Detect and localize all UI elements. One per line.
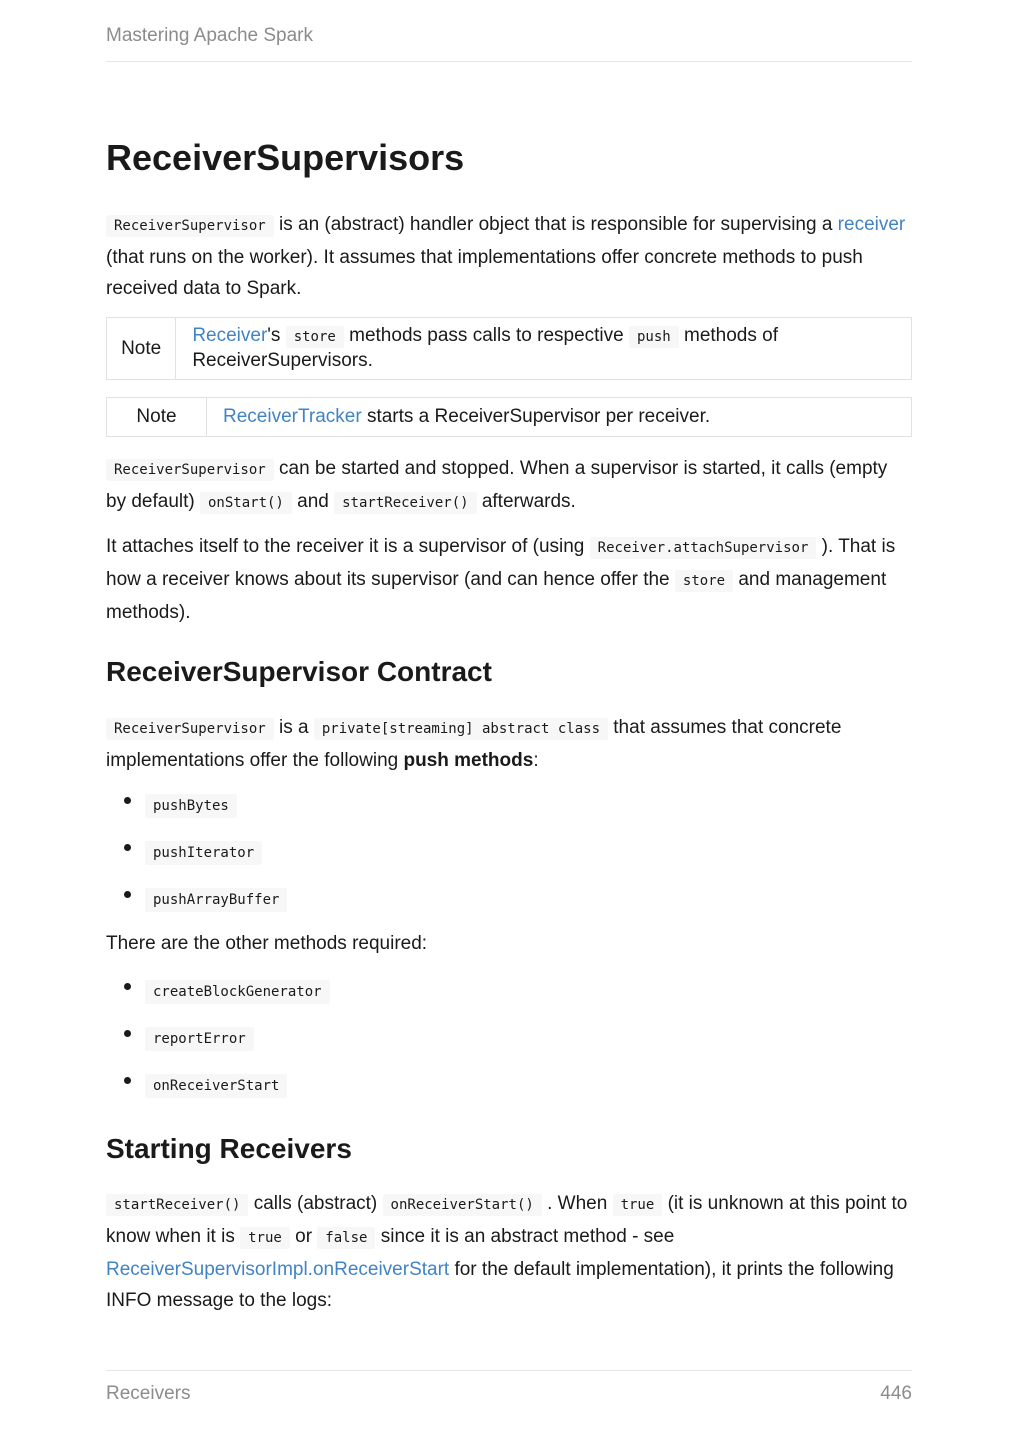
note-box-receiver-tracker <box>106 397 912 437</box>
note-label: Note <box>107 318 176 379</box>
inline-code: pushBytes <box>145 794 237 818</box>
list-item <box>106 1015 912 1062</box>
receiver-link[interactable]: Receiver <box>192 325 268 346</box>
inline-code: onReceiverStart <box>145 1074 287 1098</box>
note-label: Note <box>107 398 207 436</box>
list-item <box>106 782 912 829</box>
book-title: Mastering Apache Spark <box>106 25 314 46</box>
push-methods-list <box>106 782 912 923</box>
inline-code: ReceiverSupervisor <box>106 215 274 237</box>
note-box-receiver-store <box>106 317 912 380</box>
list-item <box>106 1062 912 1109</box>
inline-code: onReceiverStart() <box>383 1194 542 1216</box>
receiver-link[interactable]: receiver <box>837 214 906 235</box>
note-content: ReceiverTracker starts a ReceiverSupervisor per receiver. <box>223 406 711 427</box>
chapter-name: Receivers <box>106 1383 191 1404</box>
receiver-supervisor-impl-link[interactable]: ReceiverSupervisorImpl.onReceiverStart <box>106 1259 450 1280</box>
lifecycle-paragraph: ReceiverSupervisor can be started and stopped. When a supervisor is started, it calls (empty by default) onStart() and startReceiver() afterwards. <box>106 458 888 512</box>
inline-code: push <box>629 326 679 348</box>
inline-code: pushArrayBuffer <box>145 888 287 912</box>
inline-code: reportError <box>145 1027 254 1051</box>
inline-code: true <box>240 1227 290 1249</box>
inline-code: private[streaming] abstract class <box>314 718 608 740</box>
starting-paragraph: startReceiver() calls (abstract) onReceiverStart() . When true (it is unknown at this point to know when it is true or false since it is an abstract method - see ReceiverSupervisorImpl.onReceiverStart for the default implementation), it prints the following INFO message to the logs: <box>106 1193 908 1311</box>
inline-code: ReceiverSupervisor <box>106 718 274 740</box>
other-methods-intro: There are the other methods required: <box>106 933 428 954</box>
list-item <box>106 829 912 876</box>
starting-receivers-heading: Starting Receivers <box>106 1133 352 1164</box>
running-header <box>106 24 912 62</box>
running-footer <box>106 1370 912 1405</box>
inline-code: createBlockGenerator <box>145 980 330 1004</box>
contract-paragraph: ReceiverSupervisor is a private[streaming] abstract class that assumes that concrete implementations offer the following push methods: <box>106 717 842 771</box>
attach-paragraph: It attaches itself to the receiver it is a supervisor of (using Receiver.attachSupervisor ). That is how a receiver knows about its supervisor (and can hence offer the store and management methods). <box>106 536 896 623</box>
receiver-tracker-link[interactable]: ReceiverTracker <box>223 406 362 427</box>
inline-code: startReceiver() <box>106 1194 248 1216</box>
intro-paragraph: ReceiverSupervisor is an (abstract) handler object that is responsible for supervising a receiver (that runs on the worker). It assumes that implementations offer concrete methods to push received data to Spark. <box>106 214 906 299</box>
inline-code: true <box>613 1194 663 1216</box>
inline-code: pushIterator <box>145 841 262 865</box>
page-title: ReceiverSupervisors <box>106 137 465 178</box>
inline-code: Receiver.attachSupervisor <box>590 537 817 559</box>
inline-code: ReceiverSupervisor <box>106 459 274 481</box>
page-number: 446 <box>880 1383 912 1404</box>
inline-code: onStart() <box>200 492 292 514</box>
bold-text: push methods <box>403 750 534 771</box>
list-item <box>106 876 912 923</box>
inline-code: store <box>286 326 344 348</box>
inline-code: false <box>317 1227 375 1249</box>
list-item <box>106 968 912 1015</box>
other-methods-list <box>106 968 912 1109</box>
inline-code: startReceiver() <box>334 492 476 514</box>
contract-heading: ReceiverSupervisor Contract <box>106 656 492 687</box>
inline-code: store <box>675 570 733 592</box>
note-content: Receiver's store methods pass calls to respective push methods of ReceiverSupervisors. <box>192 325 778 371</box>
